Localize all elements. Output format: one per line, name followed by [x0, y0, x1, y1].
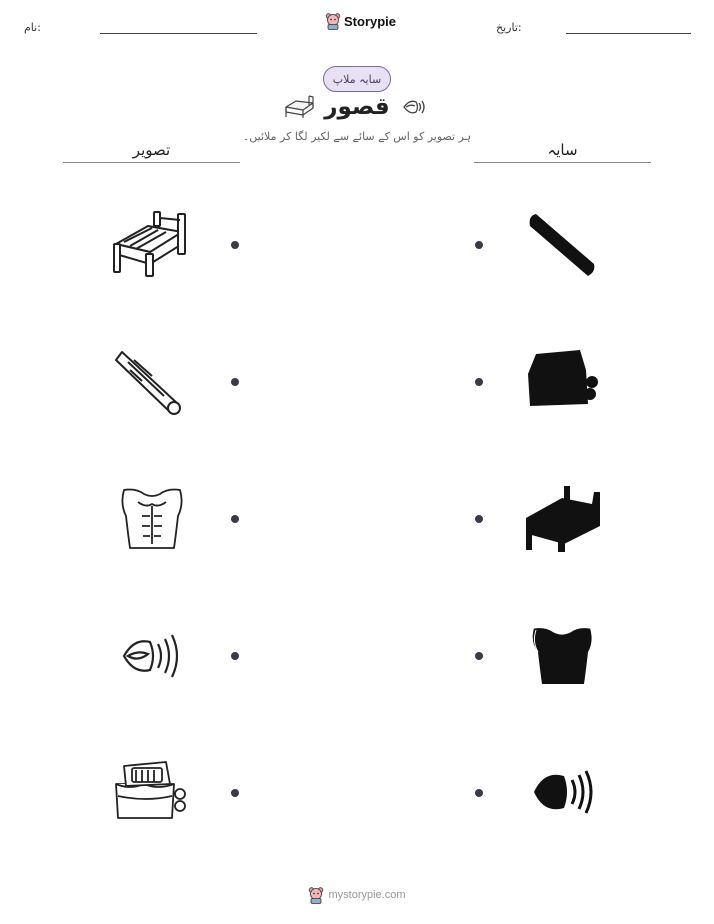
name-label: نام: — [24, 21, 41, 34]
picture-dot-5[interactable] — [231, 789, 239, 797]
footer-bear-icon — [308, 886, 324, 904]
shadow-dot-3[interactable] — [475, 515, 483, 523]
date-label: تاریخ: — [496, 21, 522, 34]
speaking-mouth-icon — [120, 632, 184, 680]
shadow-dot-5[interactable] — [475, 789, 483, 797]
picture-column-underline — [63, 162, 240, 163]
picture-dot-2[interactable] — [231, 378, 239, 386]
music-box-shadow-icon — [524, 346, 602, 412]
page-title: قصور — [324, 94, 390, 120]
picture-dot-3[interactable] — [231, 515, 239, 523]
name-input-line[interactable] — [100, 33, 257, 34]
title-mouth-icon — [402, 98, 428, 116]
bed-shadow-icon — [522, 484, 604, 554]
picture-dot-4[interactable] — [231, 652, 239, 660]
wooden-stick-icon — [112, 346, 188, 420]
abs-torso-icon — [116, 484, 188, 554]
shadow-column-header: سایہ — [547, 141, 578, 159]
shadow-dot-4[interactable] — [475, 652, 483, 660]
footer-url[interactable]: mystorypie.com — [328, 889, 406, 901]
bed-icon — [110, 208, 192, 282]
mouth-shadow-icon — [530, 766, 596, 818]
picture-dot-1[interactable] — [231, 241, 239, 249]
date-input-line[interactable] — [566, 33, 691, 34]
brand-logo — [325, 12, 396, 30]
footer — [0, 886, 714, 904]
shadow-dot-1[interactable] — [475, 241, 483, 249]
activity-badge: سایہ ملاپ — [323, 66, 391, 92]
shadow-dot-2[interactable] — [475, 378, 483, 386]
torso-shadow-icon — [528, 622, 596, 690]
brand-name: Storypie — [344, 13, 397, 29]
stick-shadow-icon — [526, 210, 600, 280]
shadow-column-underline — [474, 162, 651, 163]
music-box-icon — [110, 756, 190, 826]
storypie-bear-icon — [325, 12, 341, 30]
picture-column-header: تصویر — [132, 141, 171, 159]
instruction-text: ہر تصویر کو اس کے سائے سے لکیر لگا کر ملائیں۔ — [242, 130, 472, 143]
